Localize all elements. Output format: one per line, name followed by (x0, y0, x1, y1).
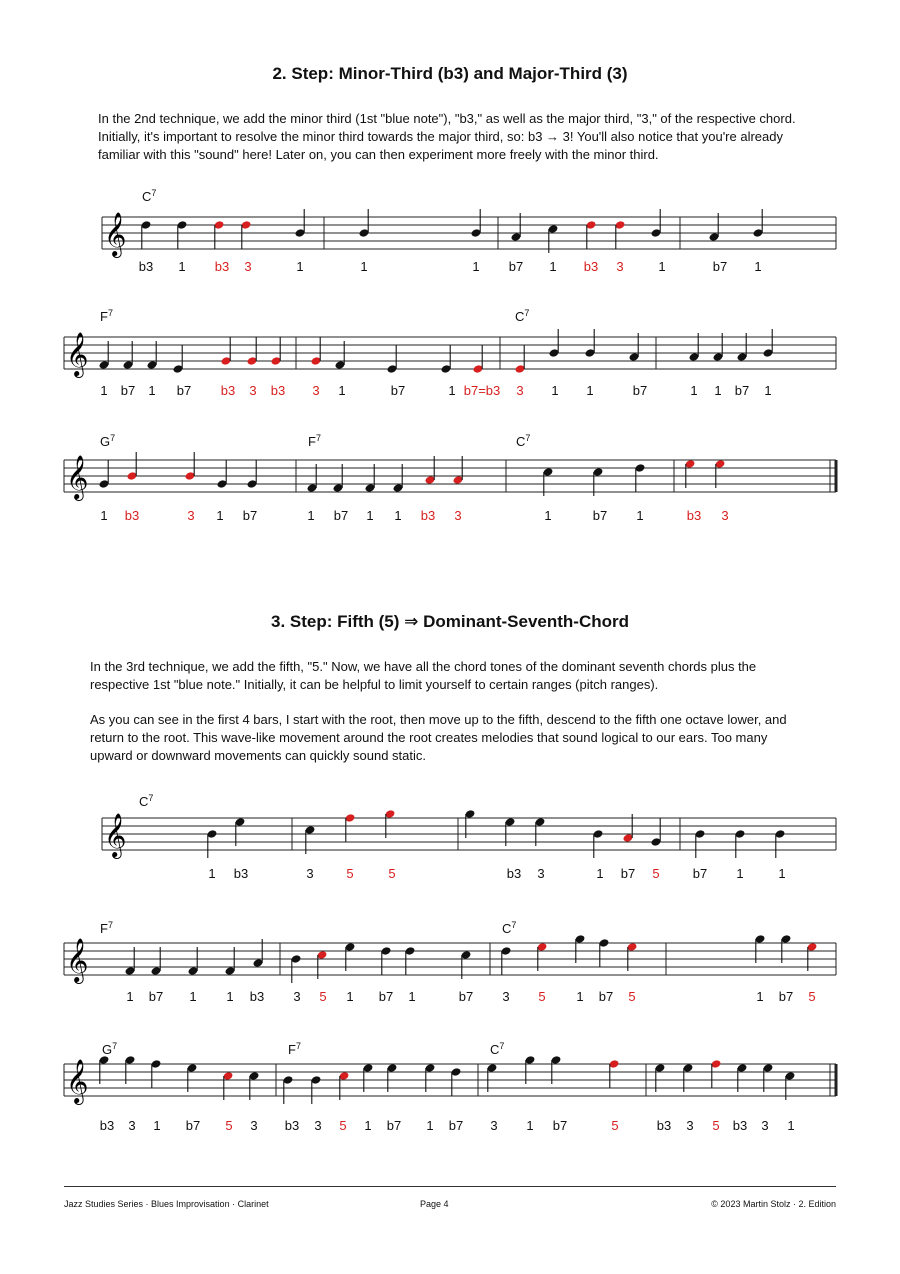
interval-label: 1 (586, 383, 594, 398)
interval-label: b3 (656, 1118, 672, 1133)
interval-label: b7 (386, 1118, 402, 1133)
interval-label: 1 (296, 259, 304, 274)
treble-clef: 𝄞 (66, 938, 89, 982)
interval-label: b7 (734, 383, 750, 398)
interval-label: 1 (551, 383, 559, 398)
interval-label: 5 (712, 1118, 720, 1133)
chord-symbol: $C^7$ (139, 793, 154, 809)
interval-label: b7 (378, 989, 394, 1004)
interval-label: 3 (490, 1118, 498, 1133)
interval-label: 5 (628, 989, 636, 1004)
interval-label: 3 (312, 383, 320, 398)
interval-label: 3 (249, 383, 257, 398)
interval-label: 5 (339, 1118, 347, 1133)
interval-label: b3 (138, 259, 154, 274)
chord-symbol: $G^7$ (100, 433, 116, 449)
interval-label: b3 (99, 1118, 115, 1133)
interval-label: b7 (592, 508, 608, 523)
interval-label: b7 (778, 989, 794, 1004)
staff-system-6 (0, 1040, 900, 1140)
interval-label: 1 (544, 508, 552, 523)
interval-label: 1 (756, 989, 764, 1004)
interval-label: 1 (126, 989, 134, 1004)
section-2-title: 2. Step: Minor-Third (b3) and Major-Third (3) (272, 64, 628, 83)
interval-label: 1 (338, 383, 346, 398)
interval-label: 1 (690, 383, 698, 398)
interval-labels (100, 508, 728, 523)
interval-label: 5 (652, 866, 660, 881)
footer-series: Jazz Studies Series · Blues Improvisation · Clarinet (64, 1199, 269, 1209)
interval-label: 1 (208, 866, 216, 881)
interval-label: 1 (178, 259, 186, 274)
interval-label: 1 (148, 383, 156, 398)
interval-label: b7=b3 (463, 383, 501, 398)
note-group (141, 209, 764, 253)
interval-label: 3 (250, 1118, 258, 1133)
interval-label: 1 (360, 259, 368, 274)
interval-label: 1 (153, 1118, 161, 1133)
interval-label: b7 (242, 508, 258, 523)
interval-label: b3 (583, 259, 599, 274)
footer-copyright: © 2023 Martin Stolz · 2. Edition (711, 1199, 836, 1209)
staff-system-3 (0, 428, 900, 528)
interval-label: 1 (549, 259, 557, 274)
interval-label: 3 (314, 1118, 322, 1133)
interval-label: 5 (611, 1118, 619, 1133)
interval-label: 3 (293, 989, 301, 1004)
interval-label: b7 (508, 259, 524, 274)
chord-symbol: $C^7$ (516, 433, 531, 449)
chord-symbol: $G^7$ (102, 1041, 118, 1057)
interval-labels (139, 259, 762, 274)
chord-symbol: $C^7$ (490, 1041, 505, 1057)
chord-symbol: $F^7$ (288, 1041, 301, 1057)
interval-label: 5 (538, 989, 546, 1004)
treble-clef: 𝄞 (104, 813, 127, 857)
interval-label: b7 (712, 259, 728, 274)
interval-label: 1 (226, 989, 234, 1004)
interval-label: b3 (214, 259, 230, 274)
interval-label: b7 (598, 989, 614, 1004)
interval-label: 1 (596, 866, 604, 881)
interval-label: b7 (185, 1118, 201, 1133)
interval-label: 1 (714, 383, 722, 398)
staff-system-4 (0, 790, 900, 890)
interval-label: 3 (537, 866, 545, 881)
chord-symbol: $C^7$ (142, 188, 157, 204)
interval-label: 3 (616, 259, 624, 274)
staff-lines (102, 217, 836, 249)
chord-symbol: $F^7$ (100, 920, 113, 936)
section-3-text-2: As you can see in the first 4 bars, I start with the root, then move up to the fifth, descend to the fifth one octave lower, and return to the root. This wave-like movement around the root creates melodies that sound logical to our ears. Too many upward or downward movements can quickly sound static. (90, 712, 787, 763)
interval-label: 1 (658, 259, 666, 274)
interval-label: 3 (128, 1118, 136, 1133)
interval-label: 1 (448, 383, 456, 398)
chord-symbol: $F^7$ (308, 433, 321, 449)
interval-label: 5 (808, 989, 816, 1004)
interval-label: 3 (761, 1118, 769, 1133)
interval-label: 1 (778, 866, 786, 881)
staff-lines (64, 943, 836, 975)
interval-label: b3 (732, 1118, 748, 1133)
interval-label: 3 (686, 1118, 694, 1133)
interval-label: 3 (502, 989, 510, 1004)
interval-label: b7 (333, 508, 349, 523)
interval-label: b3 (686, 508, 702, 523)
interval-labels (100, 383, 771, 398)
interval-label: 5 (388, 866, 396, 881)
interval-label: 3 (721, 508, 729, 523)
treble-clef: 𝄞 (66, 455, 89, 499)
section-3-title: 3. Step: Fifth (5) ⇒ Dominant-Seventh-Chord (270, 612, 629, 631)
interval-label: 1 (216, 508, 224, 523)
chord-symbol: $F^7$ (100, 308, 113, 324)
interval-label: 1 (307, 508, 315, 523)
interval-label: 1 (754, 259, 762, 274)
interval-labels (100, 1118, 795, 1133)
note-group (99, 452, 726, 496)
interval-label: 1 (408, 989, 416, 1004)
interval-label: b7 (448, 1118, 464, 1133)
interval-label: 1 (189, 989, 197, 1004)
interval-label: b3 (420, 508, 436, 523)
interval-label: b7 (620, 866, 636, 881)
interval-label: 1 (526, 1118, 534, 1133)
interval-label: 1 (736, 866, 744, 881)
interval-labels (126, 989, 815, 1004)
interval-label: b3 (124, 508, 140, 523)
interval-label: b7 (148, 989, 164, 1004)
section-2-text: In the 2nd technique, we add the minor third (1st "blue note"), "b3," as well as the major third, "3," of the respective chord. Initially, it's important to resolve the minor third towards the major third, so: b3 → 3! You'll also notice that you're already familiar with this "sound" here! Later on, you can then experiment more freely with the minor third. (98, 111, 796, 162)
interval-labels (208, 866, 785, 881)
interval-label: 1 (426, 1118, 434, 1133)
interval-label: 1 (364, 1118, 372, 1133)
interval-label: b7 (458, 989, 474, 1004)
interval-label: 3 (187, 508, 195, 523)
page-footer (64, 1186, 836, 1209)
footer-page-number: Page 4 (420, 1199, 449, 1209)
chord-symbol: $C^7$ (502, 920, 517, 936)
interval-label: b7 (692, 866, 708, 881)
interval-label: 1 (764, 383, 772, 398)
interval-label: b7 (176, 383, 192, 398)
staff-system-2 (0, 305, 900, 405)
note-group (99, 329, 774, 374)
interval-label: b3 (270, 383, 286, 398)
staff-lines (64, 1064, 836, 1096)
interval-label: b3 (220, 383, 236, 398)
interval-label: b3 (506, 866, 522, 881)
treble-clef: 𝄞 (104, 212, 127, 256)
staff-system-1 (0, 185, 900, 285)
interval-label: b7 (552, 1118, 568, 1133)
interval-label: 3 (454, 508, 462, 523)
interval-label: b3 (284, 1118, 300, 1133)
interval-label: b7 (632, 383, 648, 398)
interval-label: b3 (249, 989, 265, 1004)
treble-clef: 𝄞 (66, 332, 89, 376)
interval-label: 1 (787, 1118, 795, 1133)
interval-label: b3 (233, 866, 249, 881)
interval-label: 3 (244, 259, 252, 274)
chord-symbol: $C^7$ (515, 308, 530, 324)
staff-system-5 (0, 915, 900, 1015)
interval-label: b7 (390, 383, 406, 398)
interval-label: 1 (366, 508, 374, 523)
interval-label: 5 (225, 1118, 233, 1133)
interval-label: 1 (100, 383, 108, 398)
interval-label: 1 (394, 508, 402, 523)
section-3-text-1: In the 3rd technique, we add the fifth, "5." Now, we have all the chord tones of the dominant seventh chords plus the respective 1st "blue note." Initially, it can be helpful to limit yourself to certain ranges (pitch ranges). (90, 659, 757, 692)
interval-label: 1 (576, 989, 584, 1004)
treble-clef: 𝄞 (66, 1059, 89, 1103)
interval-label: 1 (100, 508, 108, 523)
interval-label: 1 (636, 508, 644, 523)
interval-label: b7 (120, 383, 136, 398)
interval-label: 1 (472, 259, 480, 274)
interval-label: 5 (346, 866, 354, 881)
interval-label: 3 (516, 383, 524, 398)
interval-label: 1 (346, 989, 354, 1004)
interval-label: 3 (306, 866, 314, 881)
interval-label: 5 (319, 989, 327, 1004)
